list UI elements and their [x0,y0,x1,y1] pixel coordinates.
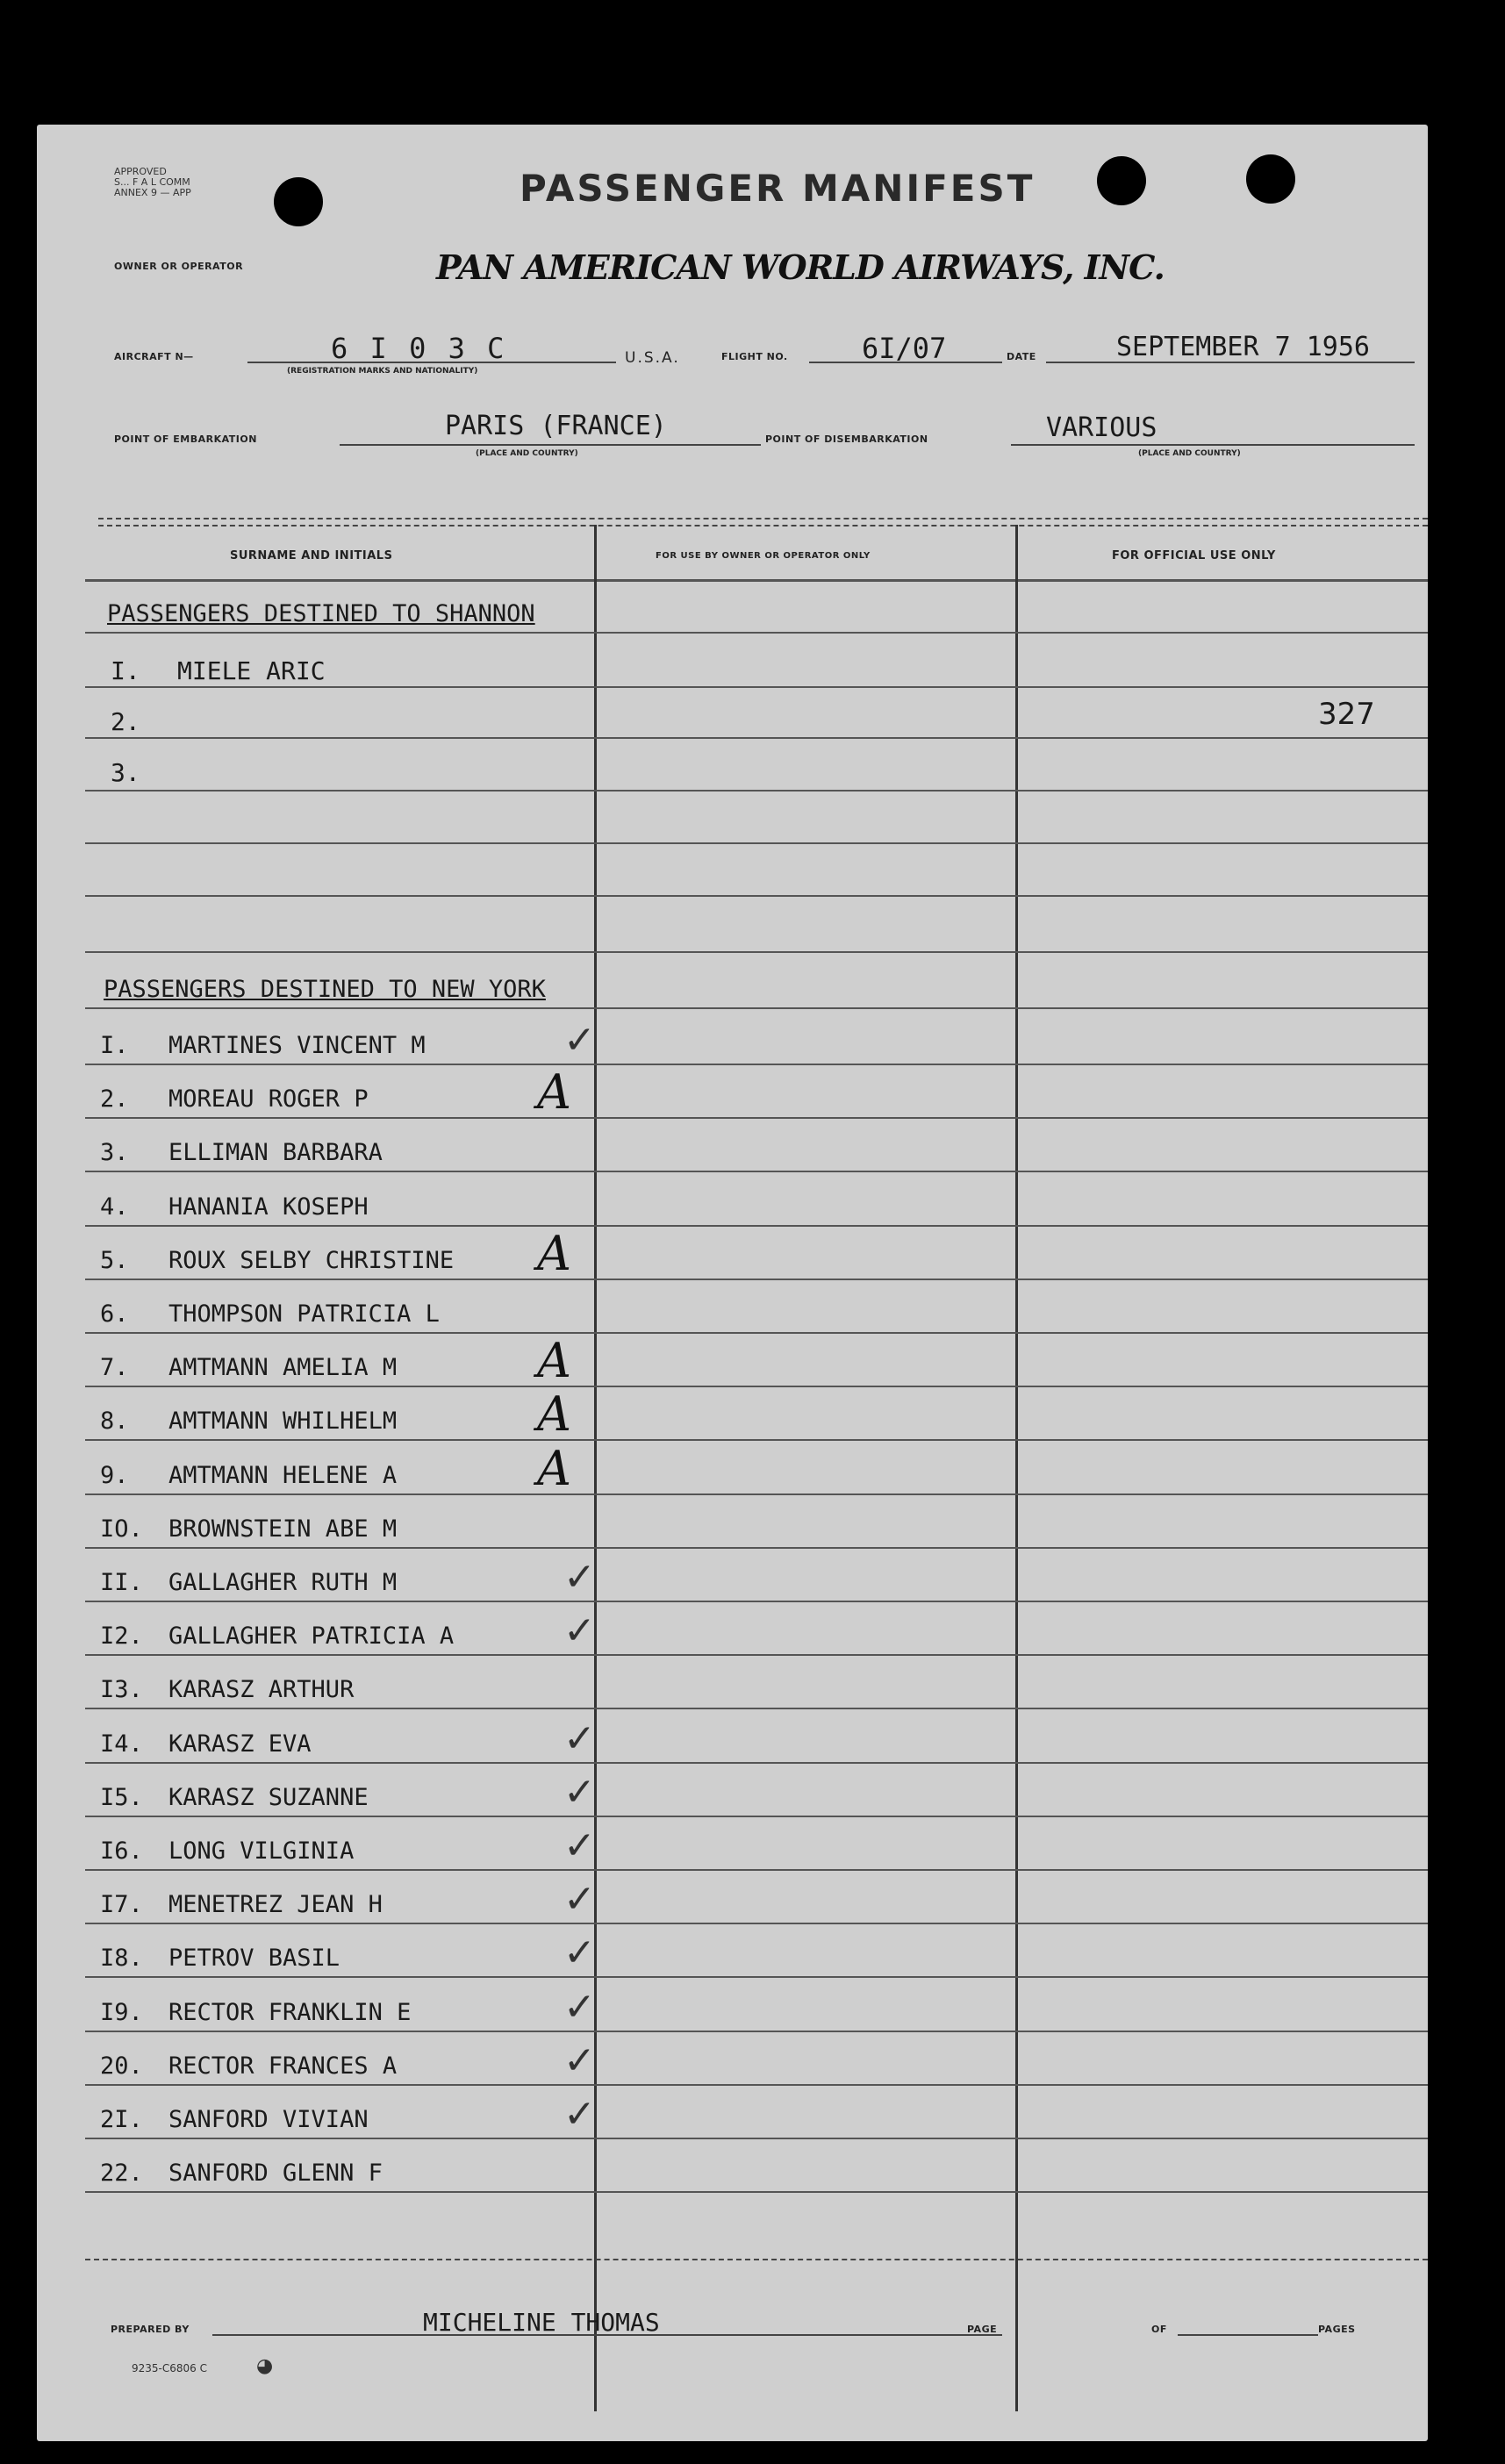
passenger-name: MIELE ARIC [177,656,326,685]
column-header-surname: SURNAME AND INITIALS [230,549,393,562]
list-item-number: I3. [100,1676,143,1703]
flight-date: SEPTEMBER 7 1956 [1116,332,1370,362]
aircraft-registration: 6 I 0 3 C [331,332,507,365]
list-item-number: 3. [100,1139,129,1166]
of-underline [1178,2334,1318,2336]
usa-label: U.S.A. [625,349,680,367]
list-item-number: I. [100,1032,129,1059]
row-rule [85,1439,1428,1441]
list-item-number: 2I. [100,2106,143,2133]
aircraft-sublabel: (REGISTRATION MARKS AND NATIONALITY) [287,367,478,376]
list-item-number: I4. [100,1730,143,1758]
check-mark-icon: ✓ [563,1823,596,1868]
aircraft-label: AIRCRAFT N— [114,351,194,362]
passenger-name: HANANIA KOSEPH [168,1193,369,1221]
operator-name: PAN AMERICAN WORLD AIRWAYS, INC. [436,247,1165,287]
row-rule [85,1816,1428,1817]
of-label: OF [1151,2324,1167,2335]
column-header-rule [85,579,1428,582]
pages-label: PAGES [1318,2324,1356,2335]
list-item-number: 3. [111,758,140,787]
handwritten-a-mark: A [537,1226,571,1281]
row-rule [85,1654,1428,1656]
punch-hole [1246,154,1295,204]
row-rule [85,737,1428,739]
passenger-name: AMTMANN AMELIA M [168,1354,398,1381]
list-item-number: 6. [100,1300,129,1328]
check-mark-icon: ✓ [563,1930,596,1975]
check-mark-icon: ✓ [563,1770,596,1815]
row-rule [85,842,1428,844]
row-rule [85,1547,1428,1549]
embarkation-underline [340,444,761,446]
check-mark-icon: ✓ [563,1555,596,1600]
row-rule [85,1117,1428,1119]
embarkation-place: PARIS (FRANCE) [445,411,667,441]
row-rule [85,2138,1428,2139]
list-item-number: I8. [100,1945,143,1972]
row-rule [85,1386,1428,1387]
official-note: 327 [1318,697,1375,732]
passenger-name: RECTOR FRANCES A [168,2052,398,2080]
section-heading-shannon: PASSENGERS DESTINED TO SHANNON [107,600,535,627]
list-item-number: 5. [100,1247,129,1274]
disembarkation-sublabel: (PLACE AND COUNTRY) [1138,449,1241,458]
page-title: PASSENGER MANIFEST [520,167,1036,210]
list-item-number: I9. [100,1999,143,2026]
passenger-name: KARASZ EVA [168,1730,312,1758]
page-label: PAGE [967,2324,998,2335]
list-item-number: 8. [100,1407,129,1435]
table-top-rule [98,518,1428,519]
row-rule [85,1279,1428,1280]
check-mark-icon: ✓ [563,1985,596,2030]
passenger-name: GALLAGHER PATRICIA A [168,1622,455,1650]
passenger-name: SANFORD GLENN F [168,2160,383,2187]
row-rule [85,1332,1428,1334]
list-item-number: 2. [111,707,140,736]
passenger-name: RECTOR FRANKLIN E [168,1999,412,2026]
list-item-number: 20. [100,2052,143,2080]
approval-stamp [114,167,191,198]
manifest-sheet [37,125,1428,2441]
aircraft-underline [247,362,616,363]
list-item-number: 4. [100,1193,129,1221]
row-rule [85,1225,1428,1227]
passenger-name: GALLAGHER RUTH M [168,1569,398,1596]
passenger-name: ROUX SELBY CHRISTINE [168,1247,455,1274]
flight-number: 6I/07 [862,332,947,365]
prepared-label: PREPARED BY [111,2324,190,2335]
list-item-number: IO. [100,1515,143,1543]
check-mark-icon: ✓ [563,1608,596,1653]
section-heading-newyork: PASSENGERS DESTINED TO NEW YORK [104,976,546,1003]
row-rule [85,895,1428,897]
row-rule [85,1923,1428,1924]
embarkation-label: POINT OF EMBARKATION [114,433,257,445]
row-rule [85,951,1428,953]
table-top-rule [98,525,1428,526]
row-rule [85,1976,1428,1978]
footer-rule [85,2259,1428,2260]
disembarkation-place: VARIOUS [1046,412,1157,443]
prepared-by-name: MICHELINE THOMAS [423,2308,660,2337]
row-rule [85,686,1428,688]
check-mark-icon: ✓ [563,1716,596,1761]
passenger-name: THOMPSON PATRICIA L [168,1300,440,1328]
list-item-number: 9. [100,1462,129,1489]
disembarkation-underline [1011,444,1415,446]
passenger-name: KARASZ SUZANNE [168,1784,369,1811]
list-item-number: I2. [100,1622,143,1650]
union-label-icon: ◕ [256,2355,274,2377]
list-item-number: 2. [100,1085,129,1113]
column-divider [1015,525,1018,2411]
list-item-number: I5. [100,1784,143,1811]
punch-hole [1097,156,1146,205]
list-item-number: I. [111,656,140,685]
column-header-official: FOR OFFICIAL USE ONLY [1112,549,1276,562]
passenger-name: ELLIMAN BARBARA [168,1139,383,1166]
passenger-name: LONG VILGINIA [168,1837,355,1865]
check-mark-icon: ✓ [563,2038,596,2083]
passenger-name: MARTINES VINCENT M [168,1032,426,1059]
row-rule [85,2031,1428,2032]
row-rule [85,632,1428,634]
row-rule [85,1708,1428,1709]
row-rule [85,1762,1428,1764]
passenger-name: PETROV BASIL [168,1945,340,1972]
list-item-number: I6. [100,1837,143,1865]
list-item-number: I7. [100,1891,143,1918]
list-item-number: 22. [100,2160,143,2187]
date-label: DATE [1007,351,1036,362]
disembarkation-label: POINT OF DISEMBARKATION [765,433,928,445]
row-rule [85,1007,1428,1009]
passenger-name: MENETREZ JEAN H [168,1891,383,1918]
handwritten-a-mark: A [537,1441,571,1496]
passenger-name: AMTMANN WHILHELM [168,1407,398,1435]
row-rule [85,790,1428,791]
column-header-operator: FOR USE BY OWNER OR OPERATOR ONLY [656,551,871,561]
stamp-line: ANNEX 9 — APP [114,187,191,198]
passenger-name: BROWNSTEIN ABE M [168,1515,398,1543]
stamp-line: S... F A L COMM [114,176,190,188]
form-number: 9235-C6806 C [132,2362,207,2374]
owner-label: OWNER OR OPERATOR [114,261,244,272]
flight-label: FLIGHT NO. [721,351,788,362]
row-rule [85,1064,1428,1065]
list-item-number: 7. [100,1354,129,1381]
list-item-number: II. [100,1569,143,1596]
check-mark-icon: ✓ [563,1018,596,1063]
punch-hole [274,177,323,226]
row-rule [85,2191,1428,2193]
row-rule [85,1493,1428,1495]
passenger-name: KARASZ ARTHUR [168,1676,355,1703]
passenger-name: AMTMANN HELENE A [168,1462,398,1489]
stamp-line: APPROVED [114,166,167,177]
passenger-name: SANFORD VIVIAN [168,2106,369,2133]
row-rule [85,1171,1428,1172]
date-underline [1046,362,1415,363]
check-mark-icon: ✓ [563,1877,596,1922]
flight-underline [809,362,1002,363]
check-mark-icon: ✓ [563,2092,596,2137]
handwritten-a-mark: A [537,1333,571,1388]
handwritten-a-mark: A [537,1386,571,1442]
passenger-name: MOREAU ROGER P [168,1085,369,1113]
row-rule [85,2084,1428,2086]
row-rule [85,1601,1428,1602]
row-rule [85,1869,1428,1871]
embarkation-sublabel: (PLACE AND COUNTRY) [476,449,578,458]
handwritten-a-mark: A [537,1064,571,1120]
